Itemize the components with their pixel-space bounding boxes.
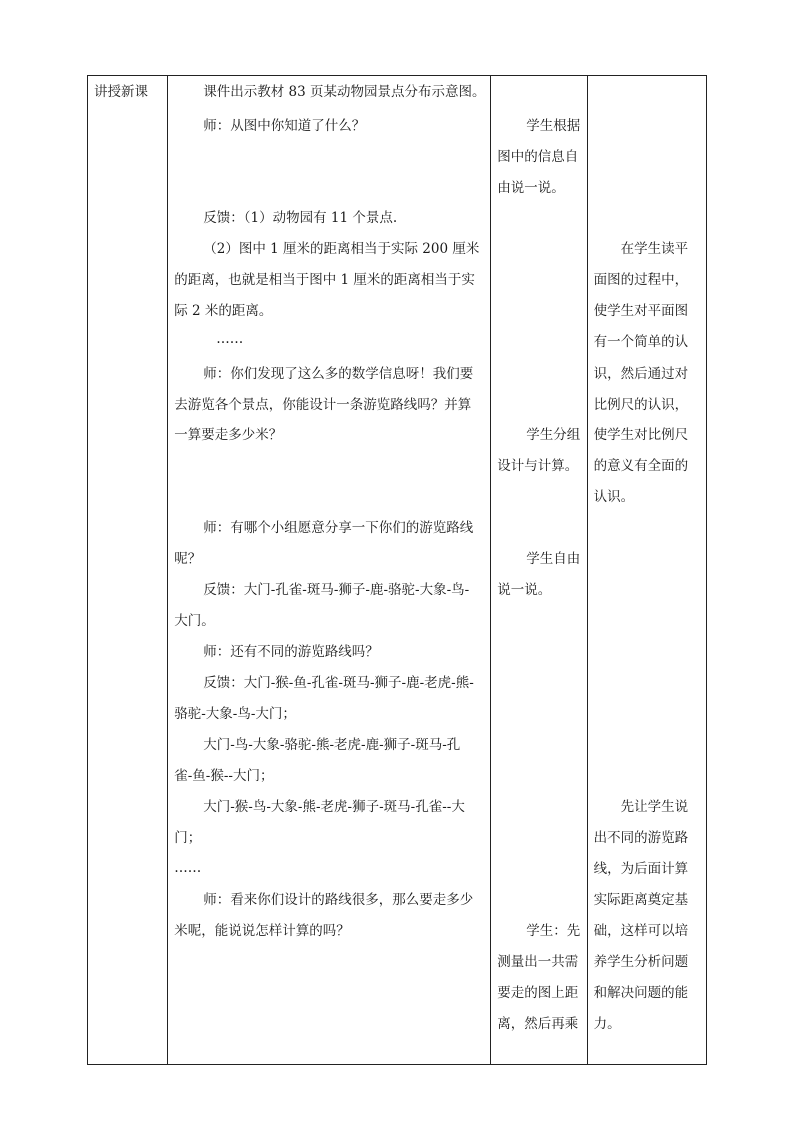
student-line: 测量出一共需 [497,954,579,970]
intent-line: 的意义有全面的 [593,458,689,474]
lesson-plan-table [87,75,707,1065]
intent-line: 和解决问题的能 [593,985,689,1001]
intent-line: 线，为后面计算 [593,861,689,877]
intent-line: 认识。 [593,489,635,505]
intent-line: 使学生对平面图 [593,303,689,319]
stage-label: 讲授新课 [94,84,148,100]
intent-line: 使学生对比例尺 [593,427,689,443]
teacher-line: 际 2 米的距离。 [174,303,273,319]
intent-line: 力。 [593,1016,621,1032]
student-line: 由说一说。 [497,180,565,196]
teacher-line: …… [216,331,244,347]
student-line: 学生自由 [526,551,581,567]
intent-line: 在学生读平 [620,241,689,257]
intent-line: 础，这样可以培 [593,923,689,939]
intent-line: 有一个简单的认 [593,334,689,350]
intent-line: 比例尺的认识， [593,397,689,413]
teacher-line: 的距离，也就是相当于图中 1 厘米的距离相当于实 [174,272,475,288]
student-line: 说一说。 [497,582,552,598]
teacher-line: （2）图中 1 厘米的距离相当于实际 200 厘米 [203,241,480,257]
teacher-line: 一算要走多少米？ [174,427,283,443]
intent-line: 实际距离奠定基 [593,892,689,908]
intent-line: 面图的过程中， [593,272,689,288]
teacher-line: 师：还有不同的游览路线吗？ [203,644,379,660]
teacher-line: 师：有哪个小组愿意分享一下你们的游览路线 [203,520,474,536]
teacher-line: 雀-鱼-猴--大门； [174,768,274,784]
teacher-line: 反馈：大门-孔雀-斑马-狮子-鹿-骆驼-大象-鸟- [203,582,470,598]
teacher-line: 去游览各个景点，你能设计一条游览路线吗？并算 [174,397,472,413]
teacher-line: 课件出示教材 83 页某动物园景点分布示意图。 [203,84,486,100]
teacher-line: 大门-鸟-大象-骆驼-熊-老虎-鹿-狮子-斑马-孔 [203,737,461,753]
teacher-line: 师：从图中你知道了什么？ [203,118,366,134]
student-line: 学生分组 [526,427,581,443]
teacher-line: 骆驼-大象-鸟-大门； [174,706,296,722]
student-line: 图中的信息自 [497,149,579,165]
design-intent-cell [587,76,706,1065]
student-line: 设计与计算。 [497,458,579,474]
teacher-line: 师：看来你们设计的路线很多，那么要走多少 [203,892,474,908]
student-activity-cell [491,76,587,1065]
student-line: 学生：先 [526,923,581,939]
teacher-line: 反馈：（1）动物园有 11 个景点. [203,210,398,226]
student-line: 学生根据 [526,118,581,134]
student-line: 离，然后再乘 [497,1016,579,1032]
intent-line: 出不同的游览路 [593,830,689,846]
teacher-line: 呢？ [174,551,202,567]
teacher-line: 师：你们发现了这么多的数学信息呀！我们要 [203,366,474,382]
teacher-line: 门； [174,830,202,846]
teacher-line: 反馈：大门-猴-鱼-孔雀-斑马-狮子-鹿-老虎-熊- [203,675,474,691]
stage-cell [88,76,168,1065]
teacher-line: …… [174,860,202,876]
teacher-activity-cell [168,76,491,1065]
teacher-line: 大门-猴-鸟-大象-熊-老虎-狮子-斑马-孔雀--大 [203,799,465,815]
intent-line: 养学生分析问题 [593,954,689,970]
intent-line: 先让学生说 [620,799,689,815]
intent-line: 识，然后通过对 [593,366,689,382]
teacher-line: 大门。 [174,613,215,629]
teacher-line: 米呢，能说说怎样计算的吗？ [174,923,350,939]
student-line: 要走的图上距 [497,985,579,1001]
